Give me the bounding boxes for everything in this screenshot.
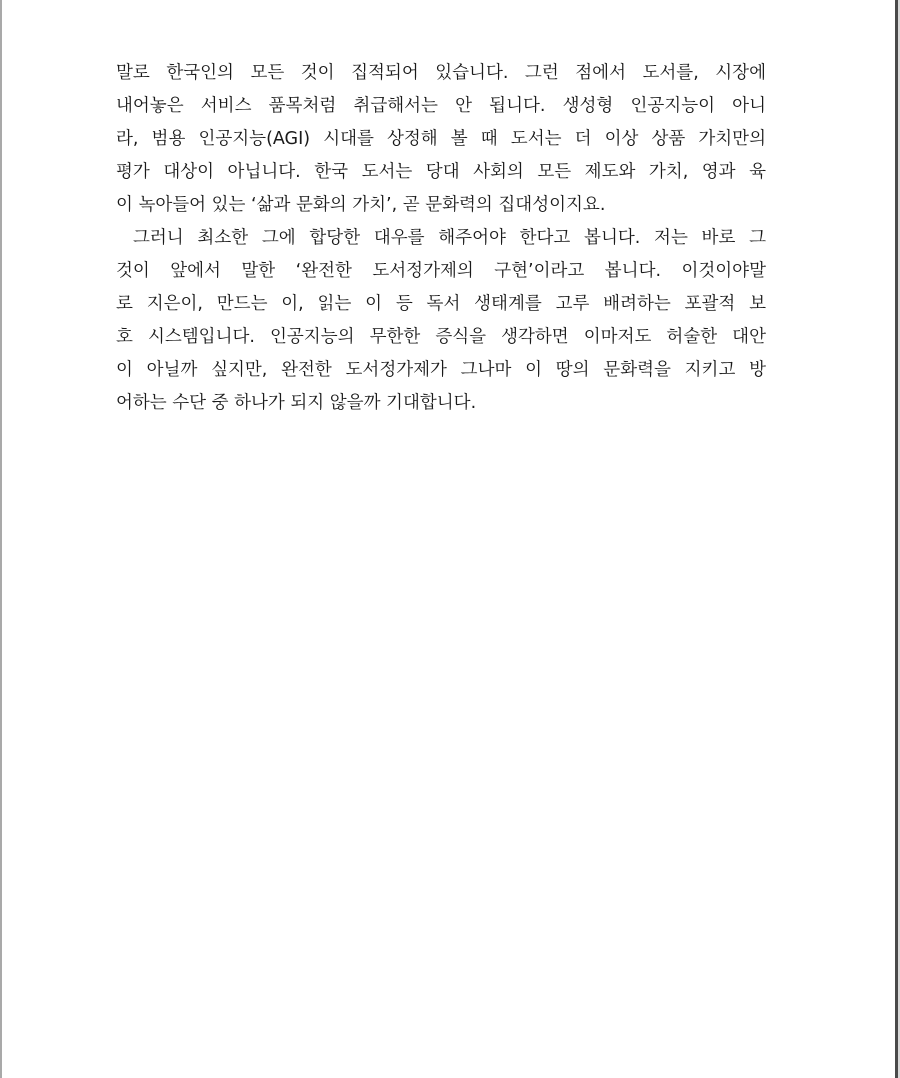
paragraph-1 [116, 57, 766, 222]
text-line: 것이 앞에서 말한 ‘완전한 도서정가제의 구현’이라고 봅니다. 이것이야말 [116, 261, 766, 281]
text-line: 라, 범용 인공지능(AGI) 시대를 상정해 볼 때 도서는 더 이상 상품 가치만의 [116, 129, 766, 149]
text-line: 내어놓은 서비스 품목처럼 취급해서는 안 됩니다. 생성형 인공지능이 아니 [116, 96, 766, 116]
paragraph-2 [116, 222, 766, 420]
text-line: 로 지은이, 만드는 이, 읽는 이 등 독서 생태계를 고루 배려하는 포괄적 보 [116, 294, 766, 314]
text-line: 호 시스템입니다. 인공지능의 무한한 증식을 생각하면 이마저도 허술한 대안 [116, 327, 766, 347]
text-line: 어하는 수단 중 하나가 되지 않을까 기대합니다. [116, 393, 477, 413]
text-line: 평가 대상이 아닙니다. 한국 도서는 당대 사회의 모든 제도와 가치, 영과 육 [116, 162, 766, 182]
text-line: 그러니 최소한 그에 합당한 대우를 해주어야 한다고 봅니다. 저는 바로 그 [133, 228, 766, 248]
text-line: 이 녹아들어 있는 ‘삶과 문화의 가치’, 곧 문화력의 집대성이지요. [116, 195, 606, 215]
page-left-border [0, 0, 2, 1078]
text-line: 이 아닐까 싶지만, 완전한 도서정가제가 그나마 이 땅의 문화력을 지키고 방 [116, 360, 766, 380]
text-line: 말로 한국인의 모든 것이 집적되어 있습니다. 그런 점에서 도서를, 시장에 [116, 63, 766, 83]
body-text [116, 57, 766, 420]
